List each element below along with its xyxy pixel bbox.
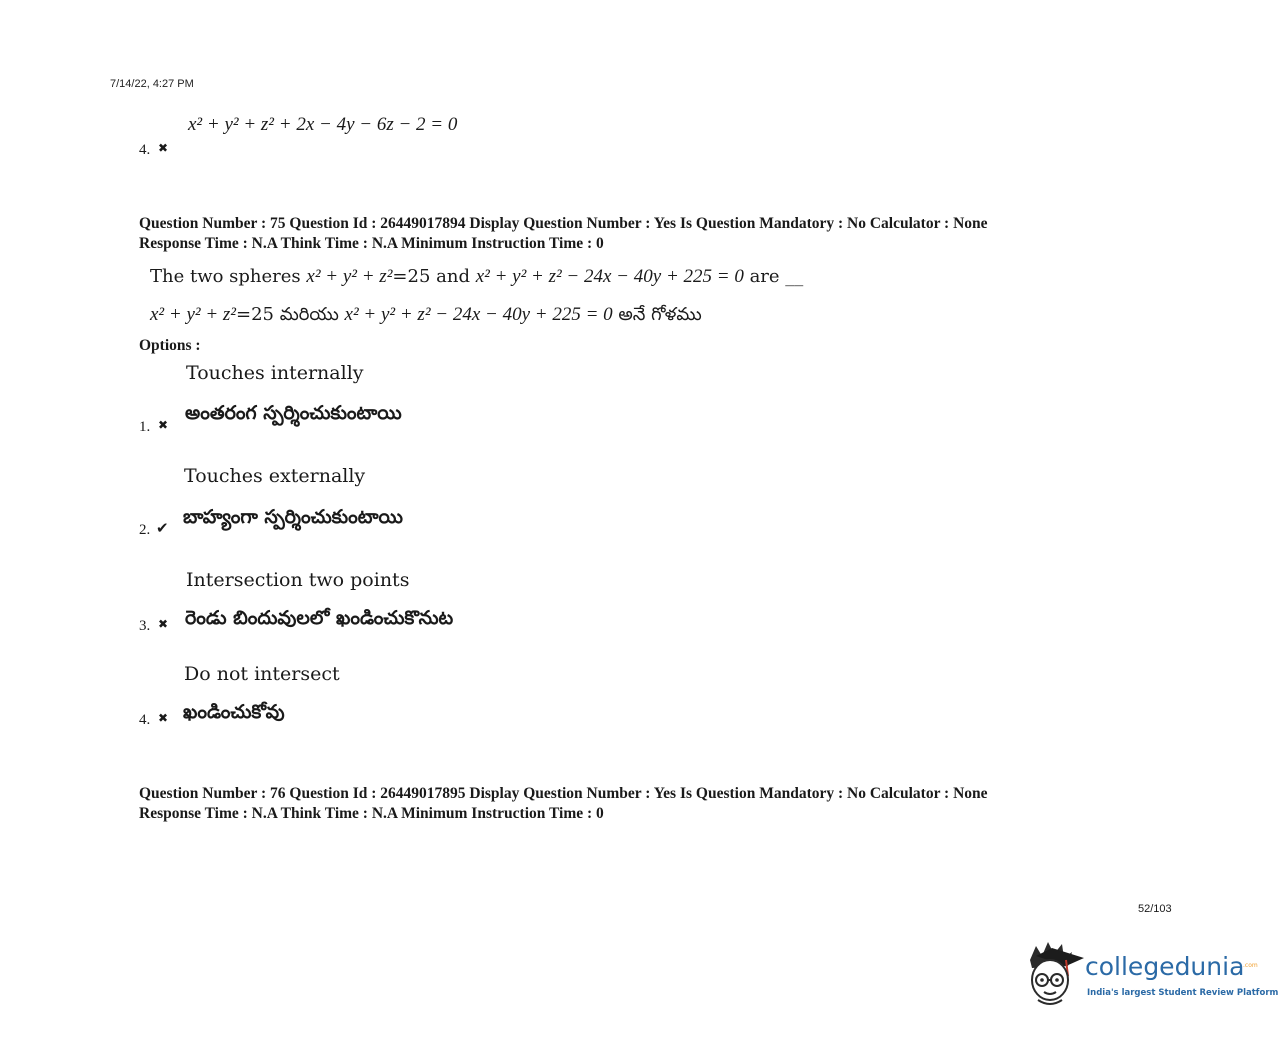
brand-name: collegedunia: [1085, 952, 1245, 981]
option-2-english: Touches externally: [184, 465, 366, 487]
q75-question-telugu: [150, 304, 702, 329]
option-4-telugu: ఖండించుకోవు: [183, 701, 285, 723]
option-1-number: 1.: [139, 419, 151, 435]
q75-question-telugu-text-b: అనే గోళము: [612, 304, 702, 325]
prev-option-4-number: 4.: [139, 142, 151, 158]
page-number: 52/103: [1138, 903, 1172, 915]
brand-tagline: India's largest Student Review Platform: [1087, 988, 1279, 998]
option-3-telugu: రెండు బిందువులలో ఖండించుకొనుట: [185, 607, 454, 629]
q76-meta-line-1: Question Number : 76 Question Id : 26449017895 Display Question Number : Yes Is Question Mandatory : No Calculator : None: [139, 785, 988, 802]
q75-question-english-text-a: The two spheres: [150, 266, 307, 287]
q75-question-english-text-b: =25 and: [392, 266, 476, 287]
q75-question-english-eq1: x² + y² + z²: [306, 266, 393, 287]
q75-question-telugu-eq1: x² + y² + z²: [150, 304, 236, 325]
brand-suffix: .com: [1243, 962, 1258, 969]
q75-meta-line-2: Response Time : N.A Think Time : N.A Minimum Instruction Time : 0: [139, 235, 604, 252]
option-3-number: 3.: [139, 618, 151, 634]
option-2-telugu: బాహ్యంగా స్పర్శించుకుంటాయి: [183, 506, 403, 528]
q76-meta-line-2: Response Time : N.A Think Time : N.A Minimum Instruction Time : 0: [139, 805, 604, 822]
cross-icon: ✖: [158, 141, 169, 155]
options-label: Options :: [139, 337, 201, 354]
q75-question-telugu-eq2: x² + y² + z² − 24x − 40y + 225 = 0: [344, 304, 613, 325]
option-4-english: Do not intersect: [184, 663, 340, 685]
prev-option-4-equation: x² + y² + z² + 2x − 4y − 6z − 2 = 0: [188, 114, 458, 135]
option-1-english: Touches internally: [186, 362, 364, 384]
option-4-number: 4.: [139, 712, 151, 728]
cross-icon: ✖: [158, 711, 169, 725]
q75-question-english: [150, 266, 803, 288]
option-3-english: Intersection two points: [186, 569, 410, 591]
checkmark-icon: ✔: [156, 519, 169, 537]
print-timestamp: 7/14/22, 4:27 PM: [110, 78, 194, 90]
q75-question-english-text-c: are __: [743, 266, 804, 287]
option-1-telugu: అంతరంగ స్పర్శించుకుంటాయి: [185, 402, 402, 424]
q75-question-telugu-text-a: =25 మరియు: [236, 304, 345, 325]
collegedunia-mascot-logo: [1022, 938, 1086, 1010]
cross-icon: ✖: [158, 418, 169, 432]
q75-question-english-eq2: x² + y² + z² − 24x − 40y + 225 = 0: [475, 266, 744, 287]
option-2-number: 2.: [139, 522, 151, 538]
q75-meta-line-1: Question Number : 75 Question Id : 26449017894 Display Question Number : Yes Is Question Mandatory : No Calculator : None: [139, 215, 988, 232]
cross-icon: ✖: [158, 617, 169, 631]
